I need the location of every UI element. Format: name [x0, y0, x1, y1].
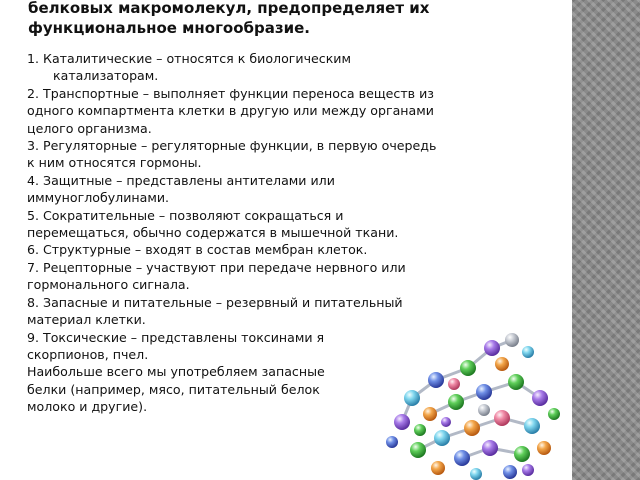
title-line: функциональное многообразие. — [28, 19, 310, 37]
body-line: 1. Каталитические – относятся к биологическим — [27, 51, 351, 66]
body-line: скорпионов, пчел. — [27, 346, 149, 362]
decorative-side-band — [572, 0, 640, 480]
body-line: 5. Сократительные – позволяют сокращаться и — [27, 207, 344, 223]
body-line: 9. Токсические – представлены токсинами я — [27, 329, 325, 345]
title-line: белковых макромолекул, предопределяет их — [28, 0, 430, 17]
slide-title — [28, 0, 568, 38]
body-line: гормонального сигнала. — [27, 277, 190, 293]
body-line: 2. Транспортные – выполняет функции переноса веществ из — [27, 85, 434, 101]
body-line: к ним относятся гормоны. — [27, 155, 202, 171]
body-line: 8. Запасные и питательные – резервный и питательный — [27, 294, 403, 310]
body-line: белки (например, мясо, питательный белок — [27, 381, 320, 397]
body-line: Наибольше всего мы употребляем запасные — [27, 364, 325, 380]
body-line: 7. Рецепторные – участвуют при передаче нервного или — [27, 259, 406, 275]
body-line: 4. Защитные – представлены антителами или — [27, 172, 335, 188]
body-line: одного компартмента клетки в другую или между органами — [27, 103, 434, 119]
body-line: иммуноглобулинами. — [27, 190, 170, 206]
body-line: 6. Структурные – входят в состав мембран клеток. — [27, 242, 368, 258]
body-line: катализаторам. — [53, 68, 159, 84]
body-line: молоко и другие). — [27, 399, 148, 415]
body-line: целого организма. — [27, 120, 152, 136]
body-line: материал клетки. — [27, 312, 146, 328]
body-line: 3. Регуляторные – регуляторные функции, в первую очередь — [27, 138, 437, 154]
protein-molecule-illustration — [372, 318, 568, 480]
body-line: перемещаться, обычно содержатся в мышечной ткани. — [27, 225, 399, 241]
